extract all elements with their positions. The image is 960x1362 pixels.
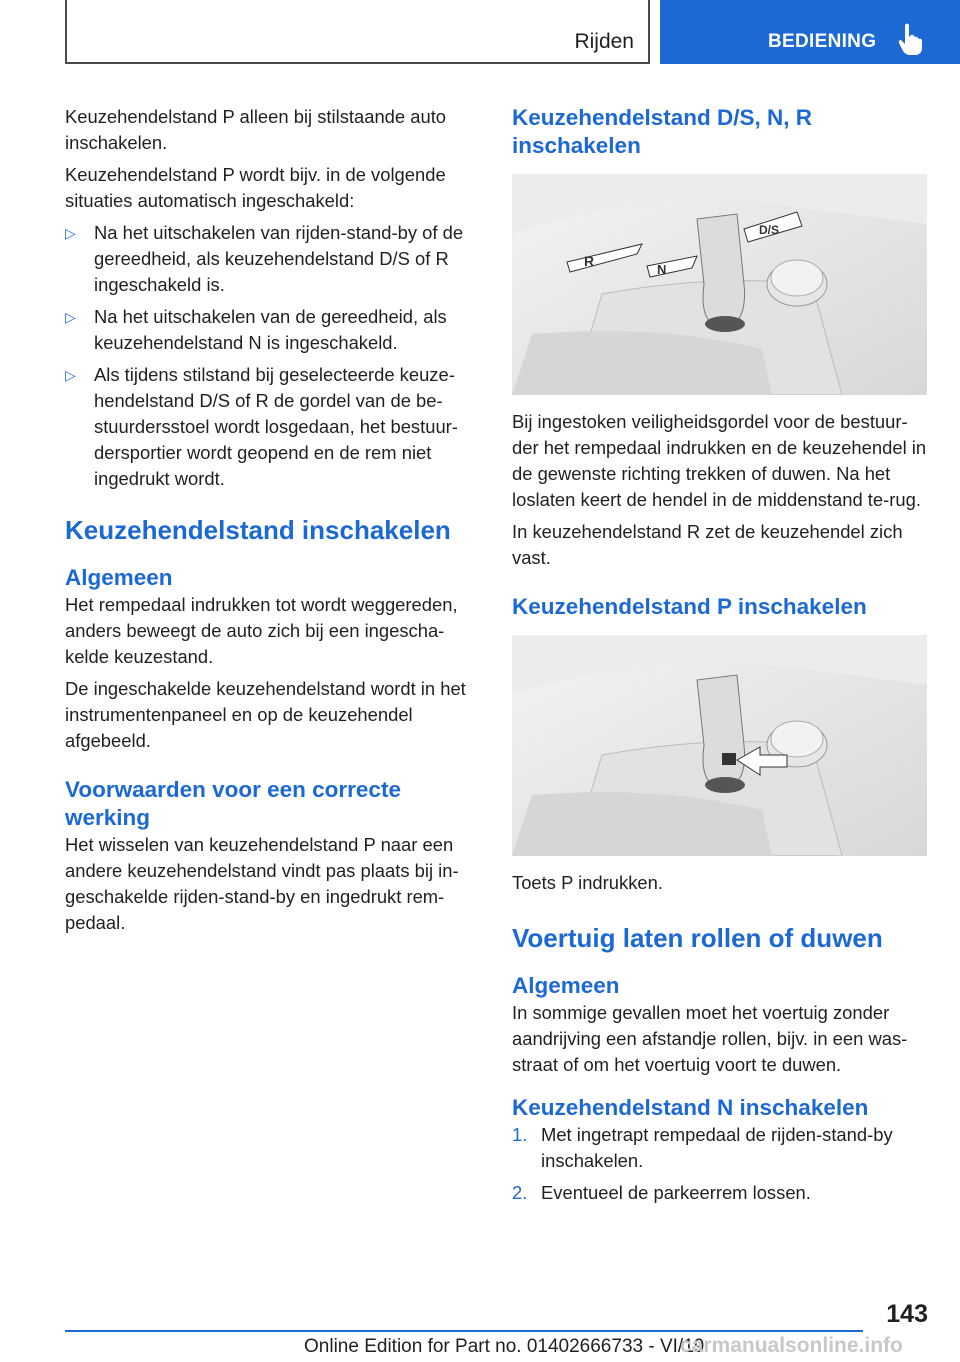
paragraph: De ingeschakelde keuzehendelstand wordt in het instrumentenpaneel en op de keuzehendel afgebeeld.	[65, 678, 466, 751]
list-item-text: Als tijdens stilstand bij geselecteerde keuze-hendelstand D/S of R de gordel van de be-stuurdersstoel wordt losgedaan, het bestuur-dersportier wordt geopend en de rem niet ingedrukt wordt.	[94, 364, 458, 489]
left-column	[65, 104, 480, 942]
subsection-heading: Algemeen	[512, 973, 620, 998]
list-item	[65, 304, 480, 356]
list-item-text: Na het uitschakelen van de gereedheid, als keuzehendelstand N is ingeschakeld.	[94, 306, 447, 353]
subsection-heading: Keuzehendelstand P inschakelen	[512, 594, 867, 619]
list-item	[65, 362, 480, 492]
bullet-list	[65, 220, 480, 492]
list-item-text: Eventueel de parkeerrem lossen.	[541, 1182, 811, 1203]
position-r-label: R	[584, 253, 595, 269]
step-number: 2.	[512, 1182, 528, 1203]
gear-selector-ds-n-r-illustration	[512, 174, 927, 395]
list-item	[512, 1122, 932, 1174]
paragraph: In keuzehendelstand R zet de keuzehendel zich vast.	[512, 521, 903, 568]
edition-note: Online Edition for Part no. 01402666733 - VI/19	[304, 1336, 705, 1357]
header-chapter-box	[660, 0, 960, 64]
subsection-heading: Voorwaarden voor een correcte werking	[65, 777, 401, 830]
watermark: carmanualsonline.info	[680, 1334, 903, 1357]
gear-selector-p-button-illustration	[512, 635, 927, 856]
paragraph: Bij ingestoken veiligheidsgordel voor de bestuur-der het rempedaal indrukken en de keuzehendel in de gewenste richting trekken of duwen. Na het loslaten keert de hendel in de middenstand te-rug.	[512, 411, 927, 510]
paragraph: In sommige gevallen moet het voertuig zonder aandrijving een afstandje rollen, bijv. in een was-straat of om het voertuig voort te duwen.	[512, 1002, 908, 1075]
header-chapter-title: BEDIENING	[768, 31, 877, 52]
section-heading: Voertuig laten rollen of duwen	[512, 923, 883, 953]
list-item-text: Na het uitschakelen van rijden-stand-by of de gereedheid, als keuzehendelstand D/S of R ingeschakeld is.	[94, 222, 464, 295]
right-column	[512, 104, 932, 1212]
position-ds-label: D/S	[759, 223, 780, 237]
subsection-heading: Keuzehendelstand N inschakelen	[512, 1095, 869, 1120]
header-section-title: Rijden	[574, 30, 634, 53]
subsection-heading: Keuzehendelstand D/S, N, R inschakelen	[512, 105, 813, 158]
paragraph: Het rempedaal indrukken tot wordt weggereden, anders beweegt de auto zich bij een ingescha-kelde keuzestand.	[65, 594, 458, 667]
subsection-heading: Algemeen	[65, 565, 173, 590]
position-n-label: N	[657, 262, 667, 277]
step-number: 1.	[512, 1124, 528, 1145]
footer-divider	[65, 1330, 863, 1332]
header-section-box	[65, 0, 650, 64]
section-heading: Keuzehendelstand inschakelen	[65, 515, 451, 545]
triangle-bullet-icon: ▷	[65, 367, 76, 383]
pointing-hand-icon	[896, 22, 926, 56]
paragraph: Toets P indrukken.	[512, 872, 663, 893]
list-item-text: Met ingetrapt rempedaal de rijden-stand-by inschakelen.	[541, 1124, 893, 1171]
paragraph: Keuzehendelstand P wordt bijv. in de volgende situaties automatisch ingeschakeld:	[65, 164, 446, 211]
paragraph: Keuzehendelstand P alleen bij stilstaande auto inschakelen.	[65, 106, 447, 153]
paragraph: Het wisselen van keuzehendelstand P naar een andere keuzehendelstand vindt pas plaats bij in-geschakelde rijden-stand-by en ingedrukt rem-pedaal.	[65, 834, 459, 933]
triangle-bullet-icon: ▷	[65, 309, 76, 325]
steps-list	[512, 1122, 932, 1206]
triangle-bullet-icon: ▷	[65, 225, 76, 241]
list-item	[512, 1180, 932, 1206]
page-number: 143	[886, 1300, 928, 1328]
list-item	[65, 220, 480, 298]
